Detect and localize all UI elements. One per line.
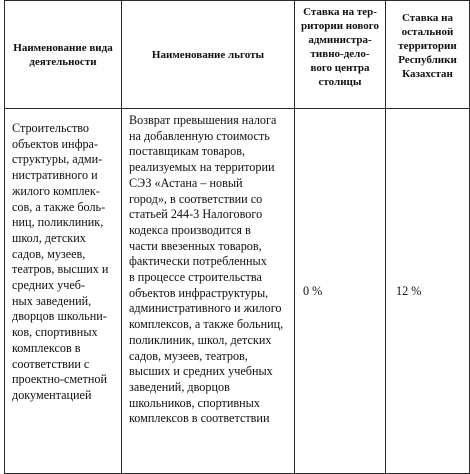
benefit-line: СЭЗ «Астана – новый <box>129 175 243 190</box>
activity-line: комплексов в <box>12 340 81 355</box>
rate-capital-value: 0 % <box>303 283 323 298</box>
header-line: деятельности <box>29 55 97 68</box>
header-line: Республики <box>398 54 457 66</box>
header-line: Ставка на <box>401 12 454 24</box>
benefit-line: на добавленную стоимость <box>129 128 270 143</box>
cell-rate-other <box>386 109 470 474</box>
benefit-line: школьников, спортивных <box>129 395 260 410</box>
activity-line: театров, высших и <box>12 262 109 277</box>
benefit-line: объектов инфраструктуры, <box>129 285 269 300</box>
activity-line: структуры, адми- <box>12 152 103 167</box>
header-line: Наименование вида <box>13 41 113 54</box>
header-rate-capital <box>295 1 386 109</box>
benefit-line: фактически потребленных <box>129 254 267 269</box>
benefit-text <box>129 113 290 465</box>
activity-line: сов, а также боль- <box>12 199 106 214</box>
benefit-line: город», в соответствии со <box>129 191 263 206</box>
benefit-line: заведений, дворцов <box>129 379 230 394</box>
activity-line: документацией <box>12 387 92 402</box>
activity-line: жилого комплек- <box>12 183 100 198</box>
benefit-line: поликлиник, школ, детских <box>129 332 272 347</box>
benefit-line: Возврат превышения налога <box>129 113 277 127</box>
activity-line: объектов инфра- <box>12 136 99 151</box>
activity-line: садов, музеев, <box>12 246 86 261</box>
header-benefit <box>122 1 295 109</box>
cell-activity <box>5 109 122 474</box>
benefits-table <box>4 0 470 474</box>
cell-rate-capital <box>295 109 386 474</box>
activity-line: Строительство <box>12 121 90 135</box>
activity-line: нистративного и <box>12 168 98 183</box>
activity-line: соответствии с <box>12 356 90 371</box>
benefit-line: административного и жилого <box>129 301 282 316</box>
benefit-line: садов, музеев, театров, <box>129 348 248 363</box>
benefit-line: в процессе строительства <box>129 270 262 285</box>
header-activity <box>5 1 122 109</box>
benefit-line: части ввезенных товаров, <box>129 238 262 253</box>
benefit-line: комплексов, а также больниц, <box>129 317 284 332</box>
benefit-line: высших и средних учебных <box>129 364 273 379</box>
header-line: территории <box>398 40 457 52</box>
header-line: вого центра <box>310 62 370 74</box>
header-line: столицы <box>318 76 362 88</box>
benefit-line: реализуемых на территории <box>129 160 275 175</box>
header-line: тивно-дело- <box>310 48 370 60</box>
header-line: остальной <box>401 26 454 38</box>
header-line: Казахстан <box>402 68 453 80</box>
header-line: Ставка на тер- <box>303 6 377 18</box>
activity-line: школ, детских <box>12 230 86 245</box>
table-row <box>5 109 470 474</box>
table-header-row <box>5 1 470 109</box>
benefit-line: поставщикам товаров, <box>129 144 246 159</box>
activity-line: дворцов школьни- <box>12 309 107 324</box>
header-line: администра- <box>308 34 372 46</box>
cell-benefit <box>122 109 295 474</box>
benefit-line: статьей 244-3 Налогового <box>129 207 263 222</box>
header-rate-other <box>386 1 470 109</box>
rate-other-value: 12 % <box>396 283 422 298</box>
activity-line: ков, спортивных <box>12 325 98 340</box>
benefit-line: комплексов в соответствии <box>129 411 270 426</box>
activity-line: ниц, поликлиник, <box>12 215 104 230</box>
activity-line: средних учеб- <box>12 278 86 293</box>
activity-text <box>12 121 117 473</box>
benefit-line: кодекса производится в <box>129 222 251 237</box>
header-line: Наименование льготы <box>151 48 265 61</box>
activity-line: проектно-сметной <box>12 372 108 387</box>
header-line: ритории нового <box>301 20 379 32</box>
activity-line: ных заведений, <box>12 293 92 308</box>
